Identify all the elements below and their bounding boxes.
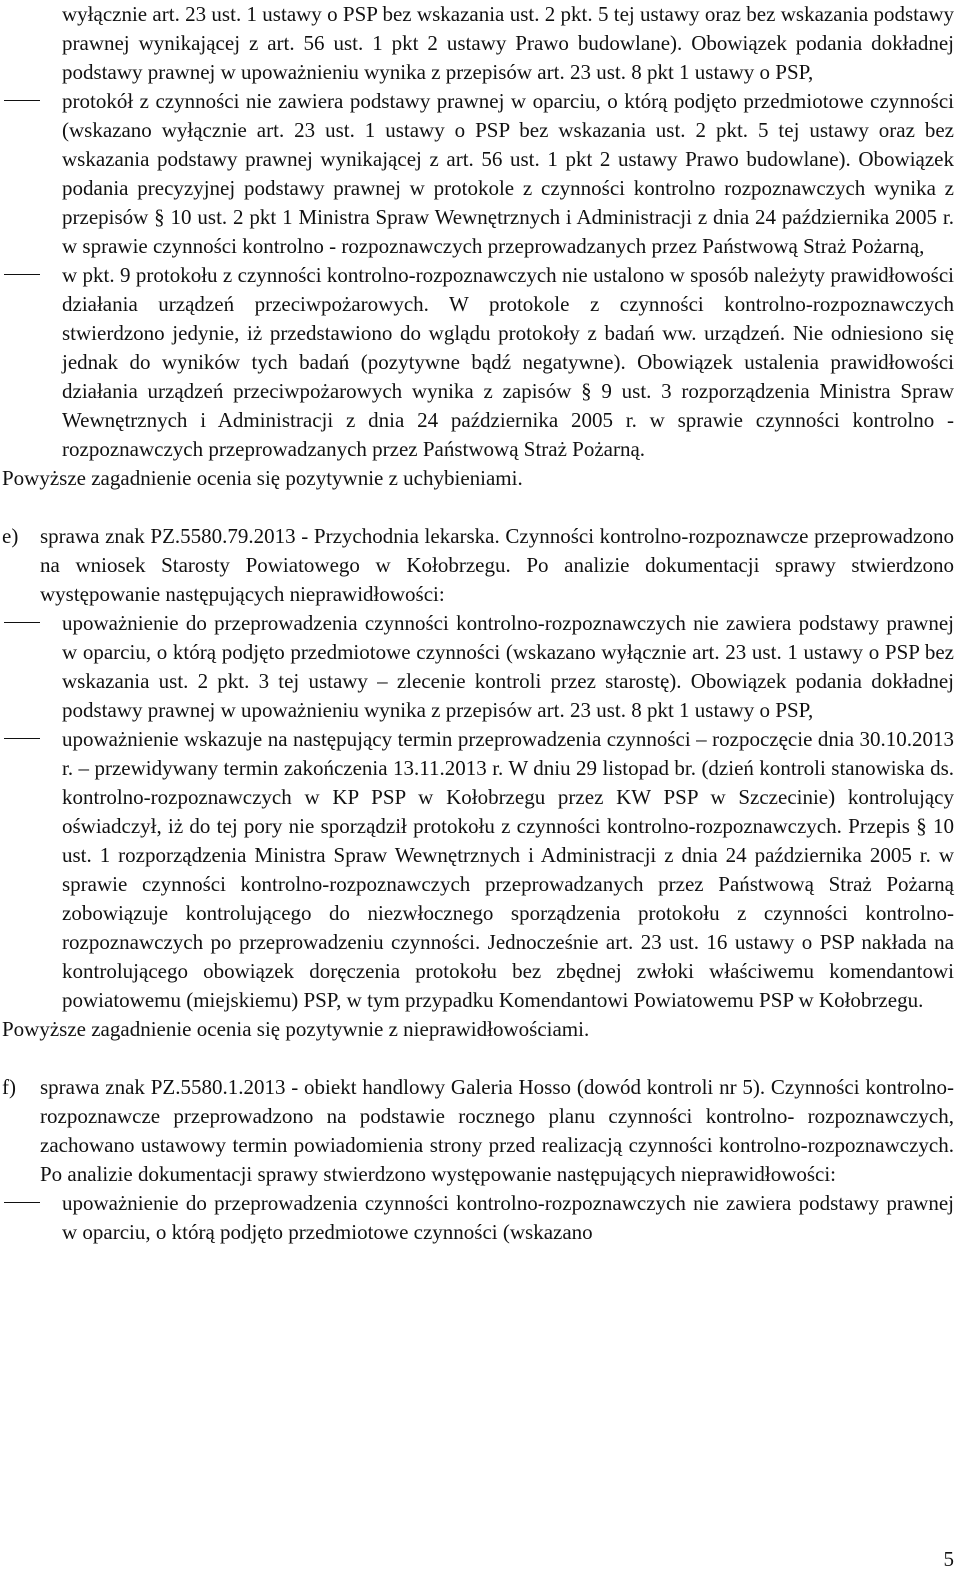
dash-bullet	[4, 738, 40, 739]
list-item	[2, 609, 954, 725]
list-item-text: w pkt. 9 protokołu z czynności kontrolno-rozpoznawczych nie ustalono w sposób należyty prawidłowości działania urządzeń przeciwpożarowych. W protokole z czynności kontrolno-rozpoznawczych stwierdzono jedynie, iż przedstawiono do wglądu protokoły z badań ww. urządzeń. Nie odniesiono się jednak do wyników tych badań (pozytywne bądź negatywne). Obowiązek ustalenia prawidłowości działania urządzeń przeciwpożarowych wynika z zapisów § 9 ust. 3 rozporządzenia Ministra Spraw Wewnętrznych i Administracji z dnia 24 października 2005 r. w sprawie czynności kontrolno - rozpoznawczych przeprowadzanych przez Państwową Straż Pożarną.	[62, 263, 954, 461]
dash-bullet	[4, 274, 40, 275]
page-number: 5	[943, 1547, 954, 1571]
list-item-text: upoważnienie do przeprowadzenia czynności kontrolno-rozpoznawczych nie zawiera podstawy prawnej w oparciu, o którą podjęto przedmiotowe czynności (wskazano	[62, 1191, 954, 1244]
list-item	[2, 87, 954, 261]
assessment-text: Powyższe zagadnienie ocenia się pozytywnie z nieprawidłowościami.	[2, 1017, 590, 1041]
paragraph-spacer	[2, 493, 954, 522]
continued-paragraph: wyłącznie art. 23 ust. 1 ustawy o PSP bez wskazania ust. 2 pkt. 5 tej ustawy oraz bez wskazania podstawy prawnej wynikającej z art. 56 ust. 1 pkt 2 ustawy Prawo budowlane). Obowiązek podania dokładnej podstawy prawnej w upoważnieniu wynika z przepisów art. 23 ust. 8 pkt 1 ustawy o PSP,	[62, 2, 954, 84]
list-item-text: upoważnienie wskazuje na następujący termin przeprowadzenia czynności – rozpoczęcie dnia 30.10.2013 r. – przewidywany termin zakończenia 13.11.2013 r. W dniu 29 listopad br. (dzień kontroli stanowiska ds. kontrolno-rozpoznawczych w KP PSP w Kołobrzegu przez KW PSP w Szczecinie) kontrolujący oświadczył, iż do tej pory nie sporządził protokołu z czynności kontrolno-rozpoznawczych. Przepis § 10 ust. 1 rozporządzenia Ministra Spraw Wewnętrznych i Administracji z dnia 24 października 2005 r. w sprawie czynności kontrolno-rozpoznawczych przeprowadzanych przez Państwową Straż Pożarną zobowiązuje kontrolującego do niezwłocznego sporządzenia protokołu z czynności kontrolno-rozpoznawczych po przeprowadzeniu czynności. Jednocześnie art. 23 ust. 16 ustawy o PSP nakłada na kontrolującego obowiązek doręczenia protokołu bez zbędnej zwłoki właściwemu komendantowi powiatowemu (miejskiemu) PSP, w tym przypadku Komendantowi Powiatowemu PSP w Kołobrzegu.	[62, 727, 954, 1012]
dash-bullet	[4, 1202, 40, 1203]
dash-bullet	[4, 622, 40, 623]
dash-bullet	[4, 100, 40, 101]
list-item	[2, 261, 954, 464]
section-f	[2, 1073, 954, 1189]
list-item	[2, 725, 954, 1015]
section-text: sprawa znak PZ.5580.79.2013 - Przychodnia lekarska. Czynności kontrolno-rozpoznawcze przeprowadzono na wniosek Starosty Powiatowego w Kołobrzegu. Po analizie dokumentacji sprawy stwierdzono występowanie następujących nieprawidłowości:	[40, 524, 954, 606]
section-marker: e)	[2, 524, 19, 548]
list-item-text: protokół z czynności nie zawiera podstawy prawnej w oparciu, o którą podjęto przedmiotowe czynności (wskazano wyłącznie art. 23 ust. 1 ustawy o PSP bez wskazania ust. 2 pkt. 5 tej ustawy oraz bez wskazania podstawy prawnej wynikającej z art. 56 ust. 1 pkt 2 ustawy Prawo budowlane). Obowiązek podania precyzyjnej podstawy prawnej w protokole z czynności kontrolno rozpoznawczych wynika z przepisów § 10 ust. 2 pkt 1 Ministra Spraw Wewnętrznych i Administracji z dnia 24 października 2005 r. w sprawie czynności kontrolno - rozpoznawczych przeprowadzanych przez Państwową Straż Pożarną,	[62, 89, 954, 258]
section-e	[2, 522, 954, 609]
document-page	[2, 0, 954, 1247]
list-item	[2, 1189, 954, 1247]
section-marker: f)	[2, 1075, 16, 1099]
paragraph-spacer	[2, 1044, 954, 1073]
section-text: sprawa znak PZ.5580.1.2013 - obiekt handlowy Galeria Hosso (dowód kontroli nr 5). Czynności kontrolno-rozpoznawcze przeprowadzono na podstawie rocznego planu czynności kontrolno- rozpoznawczych, zachowano ustawowy termin powiadomienia strony przed realizacją czynności kontrolno-rozpoznawczych. Po analizie dokumentacji sprawy stwierdzono występowanie następujących nieprawidłowości:	[40, 1075, 954, 1186]
list-item-text: upoważnienie do przeprowadzenia czynności kontrolno-rozpoznawczych nie zawiera podstawy prawnej w oparciu, o którą podjęto przedmiotowe czynności (wskazano wyłącznie art. 23 ust. 1 ustawy o PSP bez wskazania ust. 2 pkt. 3 tej ustawy – zlecenie kontroli przez starostę). Obowiązek podania dokładnej podstawy prawnej w upoważnieniu wynika z przepisów art. 23 ust. 8 pkt 1 ustawy o PSP,	[62, 611, 954, 722]
assessment-text: Powyższe zagadnienie ocenia się pozytywnie z uchybieniami.	[2, 466, 523, 490]
